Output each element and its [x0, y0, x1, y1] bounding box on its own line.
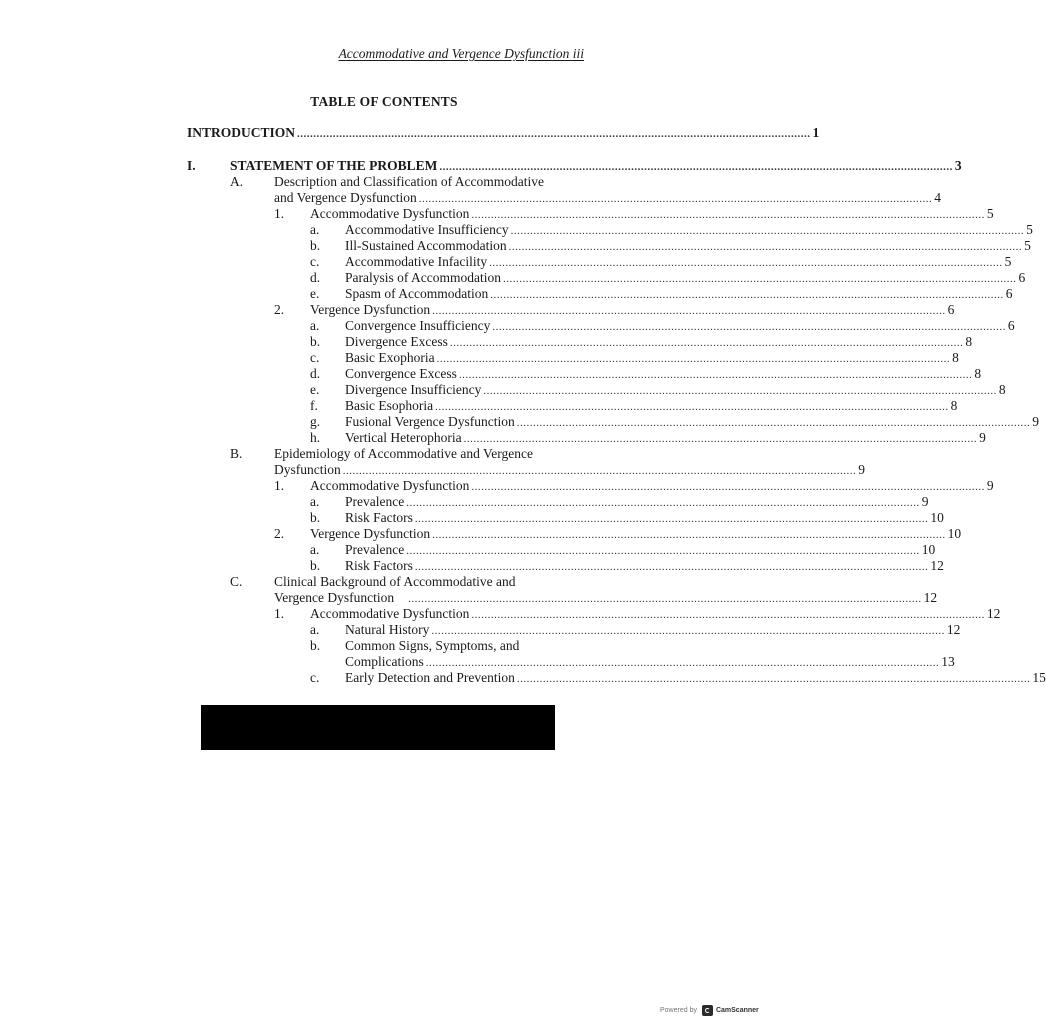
toc-entry: [345, 238, 1031, 254]
toc-entry-label: Vergence Dysfunction: [310, 526, 431, 541]
toc-page-number: 3: [954, 158, 962, 173]
toc-leader: ..............................................................................................................................................................: [490, 289, 1004, 301]
toc-marker: c.: [310, 350, 320, 365]
toc-leader: ..............................................................................................................................................................: [508, 241, 1023, 253]
toc-leader: ..............................................................................................................................................................: [414, 513, 929, 525]
toc-leader: ..............................................................................................................................................................: [406, 497, 920, 509]
toc-page-number: 5: [1024, 238, 1031, 253]
toc-page-number: 12: [923, 590, 938, 605]
toc-entry-label: Accommodative Dysfunction: [310, 206, 470, 221]
toc-marker: 1.: [274, 606, 285, 621]
toc-marker: a.: [310, 542, 320, 557]
toc-entry: [345, 494, 929, 510]
toc-leader: ..............................................................................................................................................................: [342, 465, 857, 477]
toc-entry: [274, 190, 941, 206]
toc-leader: ..............................................................................................................................................................: [425, 657, 940, 669]
toc-page-number: 9: [921, 494, 929, 509]
toc-entry: [310, 606, 1001, 622]
toc-leader: ..............................................................................................................................................................: [458, 369, 973, 381]
toc-page-number: 8: [952, 350, 959, 365]
toc-page-number: 10: [930, 510, 944, 525]
toc-entry: [345, 318, 1015, 334]
toc-entry: [310, 526, 962, 542]
toc-entry: [345, 414, 1039, 430]
toc-leader: ..............................................................................................................................................................: [435, 401, 949, 413]
toc-entry: [345, 222, 1033, 238]
toc-page-number: 6: [947, 302, 955, 317]
toc-entry-label: Accommodative Infacility: [345, 254, 488, 269]
toc-entry-label: Risk Factors: [345, 558, 413, 573]
toc-entry: [345, 382, 1006, 398]
toc-marker: 2.: [274, 302, 285, 317]
toc-entry-label: Clinical Background of Accommodative and: [274, 574, 516, 589]
toc-leader: ..............................................................................................................................................................: [418, 193, 933, 205]
toc-entry-label: and Vergence Dysfunction: [274, 190, 417, 205]
toc-entry: [345, 366, 982, 382]
toc-marker: c.: [310, 254, 320, 269]
toc-leader: ..............................................................................................................................................................: [516, 673, 1031, 685]
toc-entry-label: Dysfunction: [274, 462, 341, 477]
toc-marker: b.: [310, 238, 321, 253]
toc-marker: 1.: [274, 206, 285, 221]
watermark-brand: CamScanner: [715, 1007, 759, 1014]
toc-marker: 1.: [274, 478, 285, 493]
toc-entry-label: Convergence Excess: [345, 366, 457, 381]
toc-leader: ..............................................................................................................................................................: [414, 561, 929, 573]
toc-page-number: 8: [950, 398, 958, 413]
toc-entry: [187, 125, 820, 141]
toc-entry-label: Complications: [345, 654, 424, 669]
toc-marker: f.: [310, 398, 318, 413]
toc-entry-label: Vergence Dysfunction: [274, 590, 395, 605]
toc-entry: [345, 286, 1013, 302]
toc-marker: a.: [310, 494, 320, 509]
toc-entry-label: Convergence Insufficiency: [345, 318, 491, 333]
toc-leader: ..............................................................................................................................................................: [436, 353, 951, 365]
toc-leader: ..............................................................................................................................................................: [471, 481, 985, 493]
toc-entry-label: Divergence Insufficiency: [345, 382, 482, 397]
toc-leader: ..............................................................................................................................................................: [297, 128, 811, 140]
toc-marker: d.: [310, 270, 321, 285]
toc-entry: [345, 622, 961, 638]
toc-page-number: 12: [946, 622, 961, 637]
toc-entry: [230, 158, 962, 174]
toc-page-number: 9: [1032, 414, 1039, 429]
toc-entry-label: Accommodative Insufficiency: [345, 222, 509, 237]
toc-marker: e.: [310, 286, 320, 301]
toc-entry: [345, 510, 944, 526]
toc-marker: e.: [310, 382, 320, 397]
toc-marker: g.: [310, 414, 321, 429]
toc-leader: ..............................................................................................................................................................: [439, 161, 953, 173]
toc-page-number: 5: [986, 206, 994, 221]
toc-page-number: 4: [934, 190, 941, 205]
toc-page-number: 6: [1005, 286, 1013, 301]
toc-entry-label: Ill-Sustained Accommodation: [345, 238, 507, 253]
toc-entry-label: Basic Exophoria: [345, 350, 435, 365]
toc-marker: b.: [310, 638, 321, 653]
toc-marker: d.: [310, 366, 321, 381]
toc-entry: [310, 478, 994, 494]
toc-leader: ..............................................................................................................................................................: [510, 225, 1025, 237]
camscanner-logo-icon: [702, 1005, 713, 1016]
toc-entry: [310, 302, 955, 318]
toc-marker: b.: [310, 510, 321, 525]
toc-page-number: 8: [974, 366, 982, 381]
toc-leader: ..............................................................................................................................................................: [483, 385, 997, 397]
toc-leader: ..............................................................................................................................................................: [449, 337, 964, 349]
toc-entry-label: STATEMENT OF THE PROBLEM: [230, 158, 438, 173]
toc-page-number: 9: [979, 430, 986, 445]
toc-marker: a.: [310, 318, 320, 333]
camscanner-watermark: [660, 1005, 759, 1016]
toc-entry-label: Fusional Vergence Dysfunction: [345, 414, 515, 429]
toc-leader: ..............................................................................................................................................................: [492, 321, 1006, 333]
toc-entry-label: Early Detection and Prevention: [345, 670, 515, 685]
toc-entry-label: Spasm of Accommodation: [345, 286, 489, 301]
toc-entry-label: Epidemiology of Accommodative and Vergence: [274, 446, 533, 461]
toc-entry-label: Risk Factors: [345, 510, 413, 525]
toc-page-number: 13: [941, 654, 955, 669]
toc-page-number: 9: [986, 478, 994, 493]
toc-marker: a.: [310, 622, 320, 637]
toc-page-number: 9: [858, 462, 865, 477]
toc-leader: ..............................................................................................................................................................: [516, 417, 1031, 429]
toc-leader: ..............................................................................................................................................................: [471, 609, 985, 621]
toc-page-number: 10: [921, 542, 936, 557]
toc-entry-label: Description and Classification of Accommodative: [274, 174, 544, 189]
toc-marker: C.: [230, 574, 243, 589]
toc-leader: ..............................................................................................................................................................: [502, 273, 1017, 285]
toc-page-number: 5: [1026, 222, 1033, 237]
toc-page-number: 6: [1018, 270, 1026, 285]
toc-entry: [274, 590, 938, 606]
toc-page-number: 12: [986, 606, 1001, 621]
toc-entry-label: Accommodative Dysfunction: [310, 478, 470, 493]
toc-marker: b.: [310, 334, 321, 349]
toc-marker: c.: [310, 670, 320, 685]
toc-page-number: 8: [998, 382, 1006, 397]
toc-entry-label: Prevalence: [345, 542, 405, 557]
toc-page-number: 15: [1032, 670, 1046, 685]
toc-leader: ..............................................................................................................................................................: [431, 625, 945, 637]
running-header: Accommodative and Vergence Dysfunction iii: [338, 46, 584, 61]
toc-entry-label: Accommodative Dysfunction: [310, 606, 470, 621]
toc-entry: [345, 670, 1046, 686]
toc-entry: [345, 430, 986, 446]
toc-entry: [345, 542, 936, 558]
toc-marker: A.: [230, 174, 244, 189]
toc-entry-label: Vergence Dysfunction: [310, 302, 431, 317]
watermark-powered-by: Powered by: [660, 1007, 697, 1014]
toc-leader: ..............................................................................................................................................................: [471, 209, 985, 221]
toc-entry-label: Common Signs, Symptoms, and: [345, 638, 520, 653]
toc-marker: b.: [310, 558, 321, 573]
toc-leader: ..............................................................................................................................................................: [408, 593, 922, 605]
toc-entry: [274, 462, 865, 478]
toc-entry: [345, 334, 973, 350]
toc-entry-label: Vertical Heterophoria: [345, 430, 462, 445]
redaction-bar: [201, 705, 555, 750]
toc-entry: [345, 654, 955, 670]
toc-marker: 2.: [274, 526, 285, 541]
toc-entry-label: Basic Esophoria: [345, 398, 434, 413]
toc-entry: [345, 270, 1026, 286]
toc-entry-label: Prevalence: [345, 494, 405, 509]
toc-entry: [345, 558, 944, 574]
toc-entry-label: Natural History: [345, 622, 430, 637]
toc-leader: ..............................................................................................................................................................: [463, 433, 978, 445]
toc-marker: B.: [230, 446, 243, 461]
toc-entry: [310, 206, 994, 222]
toc-entry: [345, 398, 958, 414]
toc-page-number: 1: [812, 125, 820, 140]
toc-page-number: 6: [1007, 318, 1015, 333]
toc-leader: ..............................................................................................................................................................: [432, 529, 946, 541]
toc-marker: a.: [310, 222, 320, 237]
toc-page-number: 10: [947, 526, 962, 541]
toc-entry: [345, 350, 959, 366]
toc-page-number: 12: [930, 558, 944, 573]
toc-marker: h.: [310, 430, 321, 445]
toc-title: TABLE OF CONTENTS: [310, 94, 458, 109]
toc-page-number: 8: [965, 334, 973, 349]
toc-leader: ..............................................................................................................................................................: [406, 545, 920, 557]
toc-page-number: 5: [1004, 254, 1012, 269]
toc-entry: [345, 254, 1012, 270]
toc-marker: I.: [187, 158, 196, 173]
toc-entry-label: INTRODUCTION: [187, 125, 296, 140]
toc-leader: ..............................................................................................................................................................: [489, 257, 1003, 269]
toc-entry-label: Paralysis of Accommodation: [345, 270, 501, 285]
toc-leader: ..............................................................................................................................................................: [432, 305, 946, 317]
toc-entry-label: Divergence Excess: [345, 334, 448, 349]
